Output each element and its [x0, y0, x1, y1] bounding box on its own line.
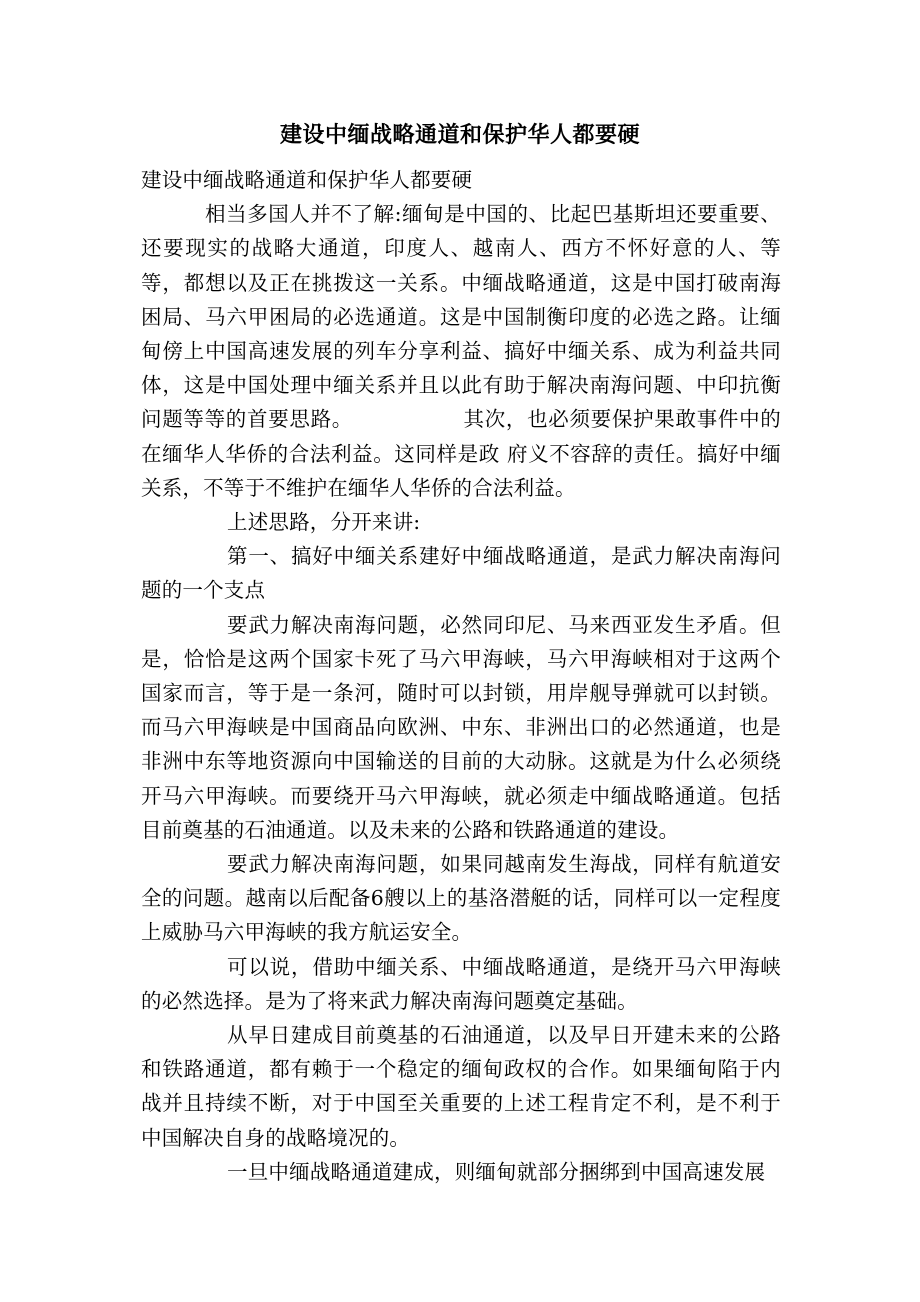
- paragraph-7: 从早日建成目前奠基的石油通道，以及早日开建未来的公路和铁路通道，都有赖于一个稳定的缅甸政权的合作。如果缅甸陷于内战并且持续不断，对于中国至关重要的上述工程肯定不利，是不利于中国解决自身的战略境况的。: [141, 1023, 781, 1150]
- paragraph-3: 第一、搞好中缅关系建好中缅战略通道，是武力解决南海问题的一个支点: [141, 544, 781, 603]
- paragraph-1-text: 相当多国人并不了解:缅甸是中国的、比起巴基斯坦还要重要、还要现实的战略大通道，印度人、越南人、西方不怀好意的人、等等，都想以及正在挑拨这一关系。中缅战略通道，这是中国打破南海困局、马六甲困局的必选通道。这是中国制衡印度的必选之路。让缅甸傍上中国高速发展的列车分享利益、搞好中缅关系、成为利益共同体，这是中国处理中缅关系并且以此有助于解决南海问题、中印抗衡问题等等的首要思路。: [141, 202, 781, 432]
- paragraph-8: 一旦中缅战略通道建成，则缅甸就部分捆绑到中国高速发展: [227, 1159, 766, 1184]
- paragraph-2: 上述思路，分开来讲:: [227, 510, 421, 535]
- paragraph-1: [141, 197, 781, 505]
- paragraph-1b-text: 其次，也必须要保护果敢事件中的在缅华人华侨的合法利益。这同样是政 府义不容辞的责任。搞好中缅关系，不等于不维护在缅华人华侨的合法利益。: [141, 407, 781, 500]
- paragraph-6: 可以说，借助中缅关系、中缅战略通道，是绕开马六甲海峡的必然选择。是为了将来武力解决南海问题奠定基础。: [141, 954, 781, 1013]
- paragraph-4: 要武力解决南海问题，必然同印尼、马来西亚发生矛盾。但是，恰恰是这两个国家卡死了马六甲海峡，马六甲海峡相对于这两个国家而言，等于是一条河，随时可以封锁，用岸舰导弹就可以封锁。而马六甲海峡是中国商品向欧洲、中东、非洲出口的必然通道，也是非洲中东等地资源向中国输送的目前的大动脉。这就是为什么必须绕开马六甲海峡。而要绕开马六甲海峡，就必须走中缅战略通道。包括目前奠基的石油通道。以及未来的公路和铁路通道的建设。: [141, 612, 781, 842]
- document-subtitle: 建设中缅战略通道和保护华人都要硬: [141, 168, 473, 192]
- document-title: 建设中缅战略通道和保护华人都要硬: [279, 122, 640, 148]
- document-body: [141, 163, 781, 1189]
- paragraph-5: 要武力解决南海问题，如果同越南发生海战，同样有航道安全的问题。越南以后配备6艘以上的基洛潜艇的话，同样可以一定程度上威胁马六甲海峡的我方航运安全。: [141, 852, 781, 945]
